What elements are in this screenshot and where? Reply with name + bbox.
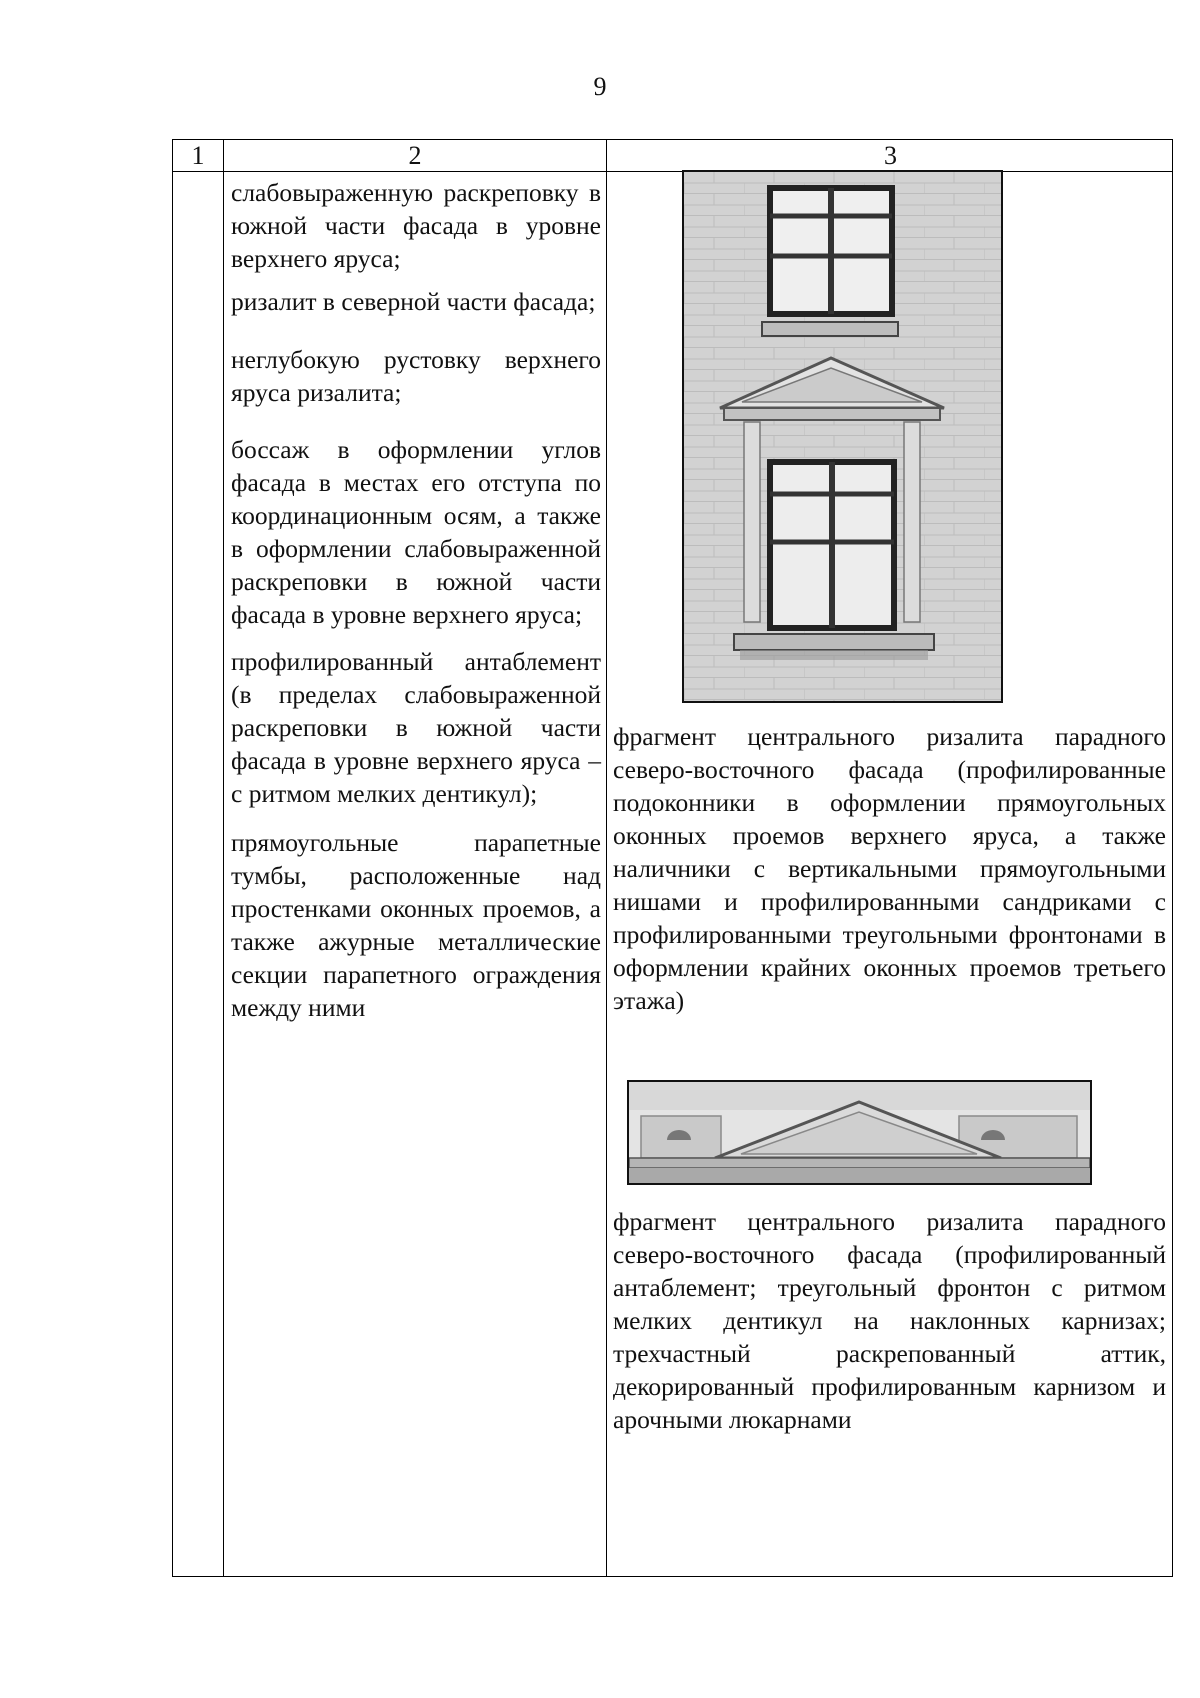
pediment-attic-photo bbox=[627, 1080, 1092, 1185]
col2-paragraph-1: слабовыраженную раскреповку в южной части фасада в уровне верхнего яруса; bbox=[231, 178, 601, 273]
column-header-2: 2 bbox=[408, 141, 422, 170]
column-divider bbox=[606, 140, 607, 1576]
header-divider bbox=[173, 171, 1172, 172]
col3-caption-1: фрагмент центрального ризалита парадного северо-восточного фасада (профилированные подоконники в оформлении прямоугольных оконных проемов верхнего яруса, а также наличники с вертикальными прямоугольными нишами и профилированными сандриками с профилированными треугольными фронтонами в оформлении крайних оконных проемов третьего этажа) bbox=[613, 722, 1166, 1015]
col2-paragraph-4: боссаж в оформлении углов фасада в местах его отступа по координационным осям, а также в оформлении слабовыраженной раскреповки в южной части фасада в уровне верхнего яруса; bbox=[231, 435, 601, 629]
page-number: 9 bbox=[593, 72, 607, 101]
col2-paragraph-2: ризалит в северной части фасада; bbox=[231, 287, 596, 316]
column-divider bbox=[223, 140, 224, 1576]
col2-paragraph-3: неглубокую рустовку верхнего яруса ризалита; bbox=[231, 345, 601, 407]
col2-paragraph-5: профилированный антаблемент (в пределах слабовыраженной раскреповки в южной части фасада в уровне верхнего яруса – с ритмом мелких дентикул); bbox=[231, 647, 601, 808]
column-header-3: 3 bbox=[884, 141, 897, 170]
column-header-1: 1 bbox=[191, 141, 205, 170]
content-table bbox=[172, 139, 1173, 1577]
col3-caption-2: фрагмент центрального ризалита парадного северо-восточного фасада (профилированный антаблемент; треугольный фронтон с ритмом мелких дентикул на наклонных карнизах; трехчастный раскрепованный аттик, декорированный профилированным карнизом и арочными люкарнами bbox=[613, 1207, 1166, 1434]
facade-windows-photo bbox=[682, 170, 1003, 703]
col2-paragraph-6: прямоугольные парапетные тумбы, расположенные над простенками оконных проемов, а также ажурные металлические секции парапетного ограждения между ними bbox=[231, 828, 601, 1022]
